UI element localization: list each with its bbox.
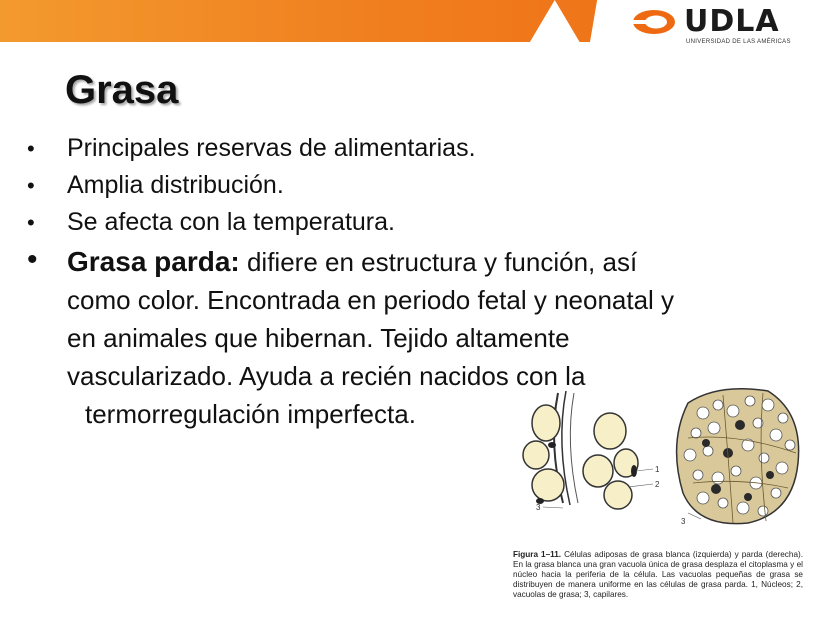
udla-logo <box>632 6 802 48</box>
bullet-dot: • <box>27 210 35 235</box>
bullet-line: vascularizado. Ayuda a recién nacidos con la <box>67 361 586 391</box>
bullet-line: termorregulación imperfecta. <box>85 399 416 429</box>
bullet-lead: Grasa parda: <box>67 246 240 277</box>
bullet-line: en animales que hibernan. Tejido altamente <box>67 323 570 353</box>
udla-mark-icon <box>632 9 676 35</box>
caption-lead: Figura 1–11. <box>513 550 562 559</box>
figure-label-1: 1 <box>655 465 660 474</box>
brown-fat-illustration <box>677 389 799 524</box>
logo-text: UDLA <box>684 4 780 39</box>
figure-label-2: 2 <box>655 480 660 489</box>
bullet-dot: • <box>27 173 35 198</box>
slide-title: Grasa <box>65 68 179 112</box>
bullet-text: Se afecta con la temperatura. <box>67 208 395 236</box>
bullet-text: Amplia distribución. <box>67 171 284 199</box>
bullet-dot: • <box>27 136 35 161</box>
figure-label-3b: 3 <box>681 517 686 526</box>
bullet-item <box>22 204 782 241</box>
adipose-cells-figure <box>518 383 803 531</box>
bullet-line: como color. Encontrada en periodo fetal y neonatal y <box>67 285 675 315</box>
white-fat-illustration <box>523 391 638 509</box>
bullet-text: difiere en estructura y función, así <box>239 247 638 277</box>
caption-text: Células adiposas de grasa blanca (izquierda) y parda (derecha). En la grasa blanca una gran vacuola única de grasa desplaza el citoplasma y el núcleo hacia la periferia de la célula. Las vacuolas pequeñas de grasa se distribuyen de manera uniforme en las células de grasa parda. 1, Núcleos; 2, vacuolas de grasa; 3, capilares. <box>513 550 803 599</box>
bullet-dot: • <box>27 243 38 276</box>
bullet-item <box>22 130 782 167</box>
bullet-text: Principales reservas de alimentarias. <box>67 134 476 162</box>
bullet-line <box>67 243 782 281</box>
figure-label-3: 3 <box>536 503 541 512</box>
figure-caption <box>513 550 803 600</box>
logo-subtitle: UNIVERSIDAD DE LAS AMÉRICAS <box>686 39 791 45</box>
bullet-item <box>22 167 782 204</box>
